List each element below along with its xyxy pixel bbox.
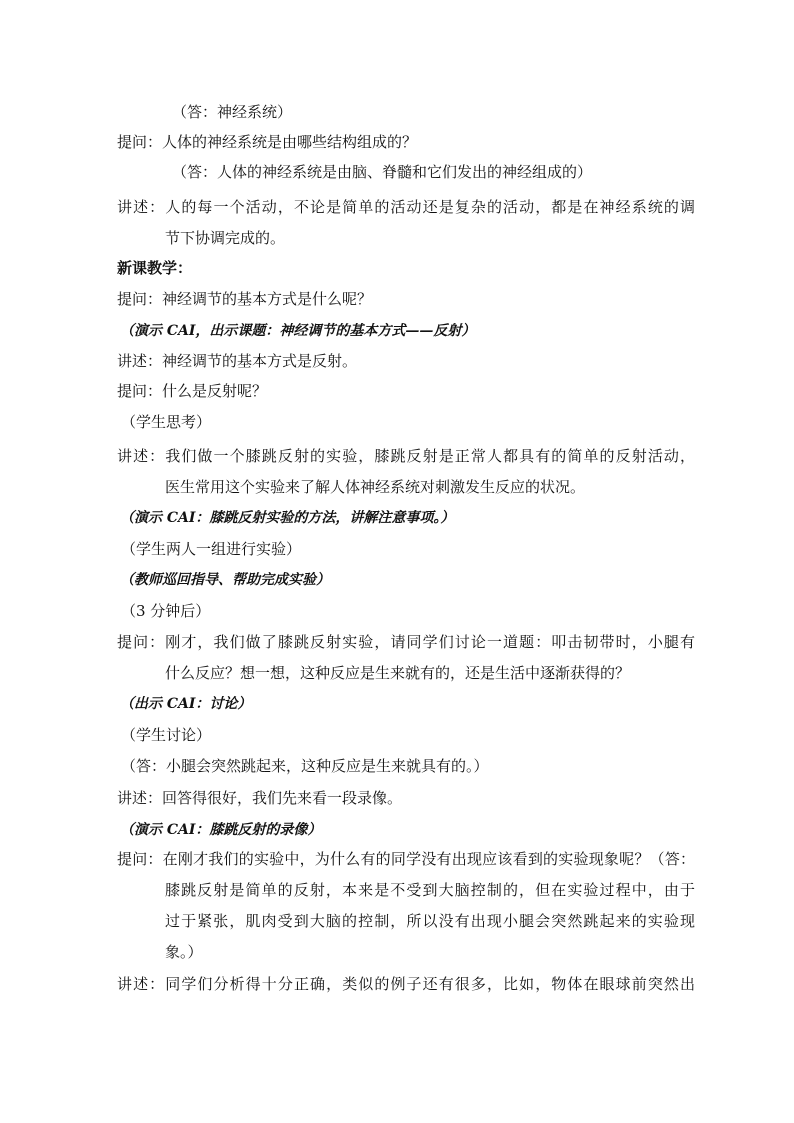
- narration-line: 讲述：我们做一个膝跳反射的实验，膝跳反射是正常人都具有的简单的反射活动，: [117, 447, 695, 465]
- student-note: （学生思考）: [121, 413, 212, 431]
- question-line-continued: 膝跳反射是简单的反射，本来是不受到大脑控制的，但在实验过程中，由于: [165, 881, 695, 899]
- question-line: 提问：刚才，我们做了膝跳反射实验，请同学们讨论一道题：叩击韧带时，小腿有: [117, 633, 695, 651]
- question-line: 提问：人体的神经系统是由哪些结构组成的？: [117, 133, 418, 151]
- time-note: （3 分钟后）: [121, 602, 211, 620]
- narration-line: 讲述：同学们分析得十分正确，类似的例子还有很多，比如，物体在眼球前突然出: [117, 975, 695, 993]
- answer-line: （答：神经系统）: [172, 103, 293, 121]
- section-heading: 新课教学：: [117, 259, 193, 277]
- question-line: 提问：什么是反射呢？: [117, 382, 268, 400]
- demo-note: （演示 CAI，出示课题：神经调节的基本方式——反射）: [120, 323, 476, 339]
- question-line: 提问：神经调节的基本方式是什么呢？: [117, 290, 373, 308]
- narration-line-continued: 医生常用这个实验来了解人体神经系统对刺激发生反应的状况。: [165, 478, 586, 496]
- teacher-note: （教师巡回指导、帮助完成实验）: [120, 572, 330, 588]
- narration-line: 讲述：神经调节的基本方式是反射。: [117, 352, 358, 370]
- narration-line-continued: 节下协调完成的。: [165, 229, 286, 247]
- student-note: （学生两人一组进行实验）: [121, 540, 302, 558]
- question-line: 提问：在刚才我们的实验中，为什么有的同学没有出现应该看到的实验现象呢？（答：: [117, 850, 695, 868]
- demo-note: （出示 CAI：讨论）: [120, 696, 252, 712]
- question-line-continued: 什么反应？想一想，这种反应是生来就有的，还是生活中逐渐获得的？: [165, 664, 631, 682]
- demo-note: （演示 CAI：膝跳反射实验的方法，讲解注意事项。）: [120, 510, 455, 526]
- narration-line: 讲述：回答得很好，我们先来看一段录像。: [117, 789, 403, 807]
- question-line-continued: 象。）: [165, 943, 203, 961]
- demo-note: （演示 CAI：膝跳反射的录像）: [120, 822, 322, 838]
- question-line-continued: 过于紧张，肌肉受到大脑的控制，所以没有出现小腿会突然跳起来的实验现: [165, 912, 695, 930]
- answer-line: （答：人体的神经系统是由脑、脊髓和它们发出的神经组成的）: [172, 163, 593, 181]
- answer-line: （答：小腿会突然跳起来，这种反应是生来就具有的。）: [121, 757, 489, 775]
- student-note: （学生讨论）: [121, 726, 212, 744]
- narration-line: 讲述：人的每一个活动，不论是简单的活动还是复杂的活动，都是在神经系统的调: [117, 198, 695, 216]
